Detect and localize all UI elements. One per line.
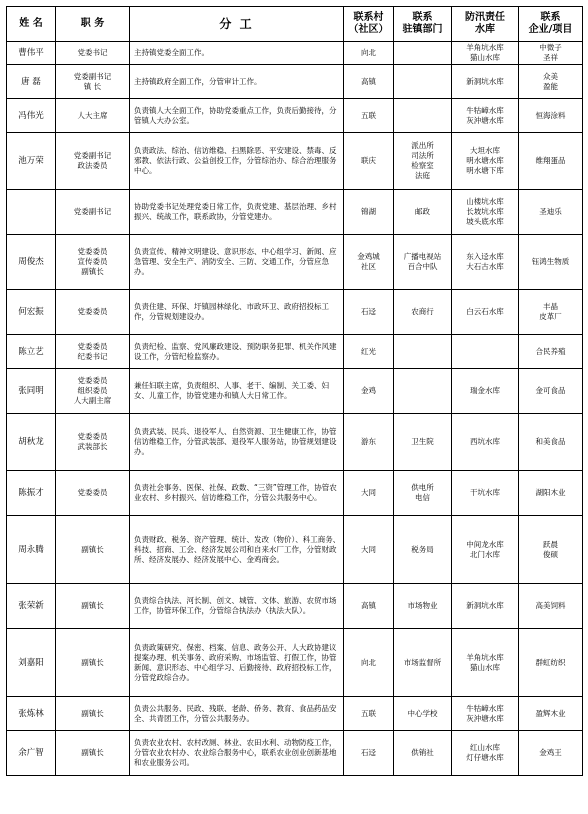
duty-cell: 负责公共服务、民政、残联、老龄、侨务、教育、食品药品安全、共青团工作，分管公共服务办。 xyxy=(130,697,344,731)
header-name: 姓 名 xyxy=(7,7,56,42)
table-row xyxy=(7,731,583,776)
staff-name-cell: 胡秋龙 xyxy=(7,414,56,471)
reservoir-cell: 中间龙水库 北门水库 xyxy=(452,516,519,584)
enterprise-cell: 高美饲料 xyxy=(519,584,583,629)
table-row xyxy=(7,65,583,99)
position-cell: 副镇长 xyxy=(56,516,130,584)
reservoir-cell: 新洞坑水库 xyxy=(452,65,519,99)
community-cell: 石迳 xyxy=(344,290,394,335)
community-cell: 五联 xyxy=(344,697,394,731)
table-row xyxy=(7,516,583,584)
enterprise-cell: 湖阳木业 xyxy=(519,471,583,516)
duty-cell: 负责住建、环保、圩镇园林绿化、市政环卫、政府招投标工作，分管规划建设办。 xyxy=(130,290,344,335)
duty-cell: 负责宣传、精神文明建设、意识形态、中心组学习、新闻、应急管理、安全生产、消防安全、三防、交通工作，分管应急办。 xyxy=(130,235,344,290)
table-row xyxy=(7,697,583,731)
table-row xyxy=(7,584,583,629)
duty-cell: 负责纪检、监察、党风廉政建设、预防职务犯罪、机关作风建设工作，分管纪检监察办。 xyxy=(130,335,344,369)
position-cell: 党委委员 纪委书记 xyxy=(56,335,130,369)
reservoir-cell: 大坦水库 明水塘水库 明水塘下库 xyxy=(452,133,519,190)
reservoir-cell: 新洞坑水库 xyxy=(452,584,519,629)
duty-cell: 协助党委书记处理党委日常工作，负责党建、基层治理、乡村振兴、统战工作，联系政协，分管党建办。 xyxy=(130,190,344,235)
staff-name-cell: 冯伟光 xyxy=(7,99,56,133)
community-cell: 向北 xyxy=(344,629,394,697)
enterprise-cell: 圣迪乐 xyxy=(519,190,583,235)
table-row xyxy=(7,335,583,369)
enterprise-cell: 中微子 圣祥 xyxy=(519,42,583,65)
community-cell: 金鸡城 社区 xyxy=(344,235,394,290)
duty-cell: 主持镇政府全面工作，分管审计工作。 xyxy=(130,65,344,99)
staff-name-cell: 唐 磊 xyxy=(7,65,56,99)
enterprise-cell: 恒海涂料 xyxy=(519,99,583,133)
position-cell: 副镇长 xyxy=(56,629,130,697)
staff-name-cell: 池万荣 xyxy=(7,133,56,190)
enterprise-cell: 合民养殖 xyxy=(519,335,583,369)
department-cell: 供销社 xyxy=(394,731,452,776)
position-cell: 人大主席 xyxy=(56,99,130,133)
department-cell xyxy=(394,42,452,65)
duty-cell: 负责政法、综治、信访维稳、扫黑除恶、平安建设、禁毒、反邪教、依法行政、公益创投工作，分管综治办、综合治理服务中心。 xyxy=(130,133,344,190)
position-cell: 党委委员 组织委员 人大副主席 xyxy=(56,369,130,414)
table-row xyxy=(7,99,583,133)
position-cell: 党委副书记 镇 长 xyxy=(56,65,130,99)
header-position: 职 务 xyxy=(56,7,130,42)
enterprise-cell: 丰晶 皮革厂 xyxy=(519,290,583,335)
header-duty: 分 工 xyxy=(130,7,344,42)
duty-cell: 负责政策研究、保密、档案、信息、政务公开、人大政协建议提案办理、机关事务、政府采购、市场监管、打假工作，协管新闻、意识形态、中心组学习、后勤接待、政府招投标工作，分管党政综合办。 xyxy=(130,629,344,697)
duty-cell: 负责镇人大全面工作，协助党委重点工作，负责后勤接待，分管镇人大办公室。 xyxy=(130,99,344,133)
duty-cell: 主持镇党委全面工作。 xyxy=(130,42,344,65)
reservoir-cell: 西坑水库 xyxy=(452,414,519,471)
staff-name-cell: 张同明 xyxy=(7,369,56,414)
community-cell: 大同 xyxy=(344,516,394,584)
position-cell: 副镇长 xyxy=(56,731,130,776)
staff-name-cell: 周俊杰 xyxy=(7,235,56,290)
table-row xyxy=(7,235,583,290)
enterprise-cell: 群虹纺织 xyxy=(519,629,583,697)
staff-name-cell: 张炼林 xyxy=(7,697,56,731)
department-cell xyxy=(394,335,452,369)
staff-duty-table xyxy=(6,6,583,776)
enterprise-cell: 盈辉木业 xyxy=(519,697,583,731)
department-cell xyxy=(394,369,452,414)
position-cell: 党委委员 宣传委员 副镇长 xyxy=(56,235,130,290)
duty-cell: 兼任妇联主席，负责组织、人事、老干、编制、关工委、妇女、儿童工作，协管党建办和镇人大日常工作。 xyxy=(130,369,344,414)
department-cell xyxy=(394,65,452,99)
enterprise-cell: 金鸡王 xyxy=(519,731,583,776)
department-cell: 供电所 电信 xyxy=(394,471,452,516)
staff-name-cell: 陈振才 xyxy=(7,471,56,516)
header-community: 联系村 （社区） xyxy=(344,7,394,42)
reservoir-cell: 瑞金水库 xyxy=(452,369,519,414)
community-cell: 高镇 xyxy=(344,584,394,629)
community-cell: 红光 xyxy=(344,335,394,369)
staff-name-cell: 何宏振 xyxy=(7,290,56,335)
reservoir-cell xyxy=(452,335,519,369)
reservoir-cell: 山楼坑水库 长坡坑水库 坡头底水库 xyxy=(452,190,519,235)
duty-cell: 负责农业农村、农村改厕、林业、农田水利、动物防疫工作，分管农业农村办、农业综合服务中心，联系农业创业创新基地和农业服务公司。 xyxy=(130,731,344,776)
department-cell: 卫生院 xyxy=(394,414,452,471)
duty-cell: 负责综合执法、河长制、创文、城管、文体、旅游、农贸市场工作，协管环保工作，分管综合执法办（执法大队）。 xyxy=(130,584,344,629)
reservoir-cell: 牛牯嶂水库 灰沖塘水库 xyxy=(452,697,519,731)
position-cell: 副镇长 xyxy=(56,584,130,629)
community-cell: 联庆 xyxy=(344,133,394,190)
department-cell: 农商行 xyxy=(394,290,452,335)
community-cell: 五联 xyxy=(344,99,394,133)
header-reservoir: 防汛责任 水库 xyxy=(452,7,519,42)
community-cell: 锦湖 xyxy=(344,190,394,235)
staff-name-cell: 曹伟平 xyxy=(7,42,56,65)
department-cell: 税务局 xyxy=(394,516,452,584)
reservoir-cell: 东入迳水库 大石古水库 xyxy=(452,235,519,290)
reservoir-cell: 羊角坑水库 猫山水库 xyxy=(452,42,519,65)
position-cell: 副镇长 xyxy=(56,697,130,731)
table-row xyxy=(7,190,583,235)
community-cell: 金鸡 xyxy=(344,369,394,414)
reservoir-cell: 羊角坑水库 猫山水库 xyxy=(452,629,519,697)
position-cell: 党委书记 xyxy=(56,42,130,65)
position-cell: 党委副书记 xyxy=(56,190,130,235)
staff-name-cell: 周永腾 xyxy=(7,516,56,584)
department-cell: 邮政 xyxy=(394,190,452,235)
duty-cell: 负责社会事务、医保、社保、政数、“三资”管理工作，协管农业农村、乡村振兴、信访维稳工作，分管公共服务中心。 xyxy=(130,471,344,516)
header-department: 联系 驻镇部门 xyxy=(394,7,452,42)
reservoir-cell: 干坑水库 xyxy=(452,471,519,516)
position-cell: 党委委员 xyxy=(56,471,130,516)
community-cell: 石迳 xyxy=(344,731,394,776)
staff-name-cell: 张荣新 xyxy=(7,584,56,629)
enterprise-cell: 和美食品 xyxy=(519,414,583,471)
enterprise-cell: 众美 盈能 xyxy=(519,65,583,99)
header-enterprise: 联系 企业/项目 xyxy=(519,7,583,42)
community-cell: 向北 xyxy=(344,42,394,65)
position-cell: 党委委员 武装部长 xyxy=(56,414,130,471)
staff-name-cell: 陈立艺 xyxy=(7,335,56,369)
enterprise-cell: 金可食品 xyxy=(519,369,583,414)
department-cell: 派出所 司法所 检察室 法庭 xyxy=(394,133,452,190)
reservoir-cell: 白云石水库 xyxy=(452,290,519,335)
table-row xyxy=(7,414,583,471)
staff-name-cell xyxy=(7,190,56,235)
department-cell xyxy=(394,99,452,133)
table-row xyxy=(7,629,583,697)
reservoir-cell: 牛牯嶂水库 灰沖塘水库 xyxy=(452,99,519,133)
enterprise-cell: 钰鸿生物质 xyxy=(519,235,583,290)
position-cell: 党委委员 xyxy=(56,290,130,335)
staff-name-cell: 余广智 xyxy=(7,731,56,776)
reservoir-cell: 红山水库 灯仔塘水库 xyxy=(452,731,519,776)
enterprise-cell: 维翔蛋品 xyxy=(519,133,583,190)
enterprise-cell: 跃晨 俊硕 xyxy=(519,516,583,584)
table-row xyxy=(7,290,583,335)
community-cell: 高镇 xyxy=(344,65,394,99)
table-row xyxy=(7,42,583,65)
department-cell: 广播电视站 百合中队 xyxy=(394,235,452,290)
duty-cell: 负责财政、税务、资产管理、统计、发改（物价）、科工商务、科技、招商、工会、经济发展公司和自来水厂工作，分管财政所、经济发展办、经济发展中心、金鸡商会。 xyxy=(130,516,344,584)
table-row xyxy=(7,471,583,516)
table-row xyxy=(7,133,583,190)
duty-cell: 负责武装、民兵、退役军人、自然资源、卫生健康工作，协管信访维稳工作，分管武装部、退役军人服务站，协管规划建设办。 xyxy=(130,414,344,471)
position-cell: 党委副书记 政法委员 xyxy=(56,133,130,190)
community-cell: 大同 xyxy=(344,471,394,516)
table-row xyxy=(7,369,583,414)
department-cell: 市场监督所 xyxy=(394,629,452,697)
staff-name-cell: 刘嘉阳 xyxy=(7,629,56,697)
header-row xyxy=(7,7,583,42)
department-cell: 中心学校 xyxy=(394,697,452,731)
community-cell: 游东 xyxy=(344,414,394,471)
department-cell: 市场物业 xyxy=(394,584,452,629)
